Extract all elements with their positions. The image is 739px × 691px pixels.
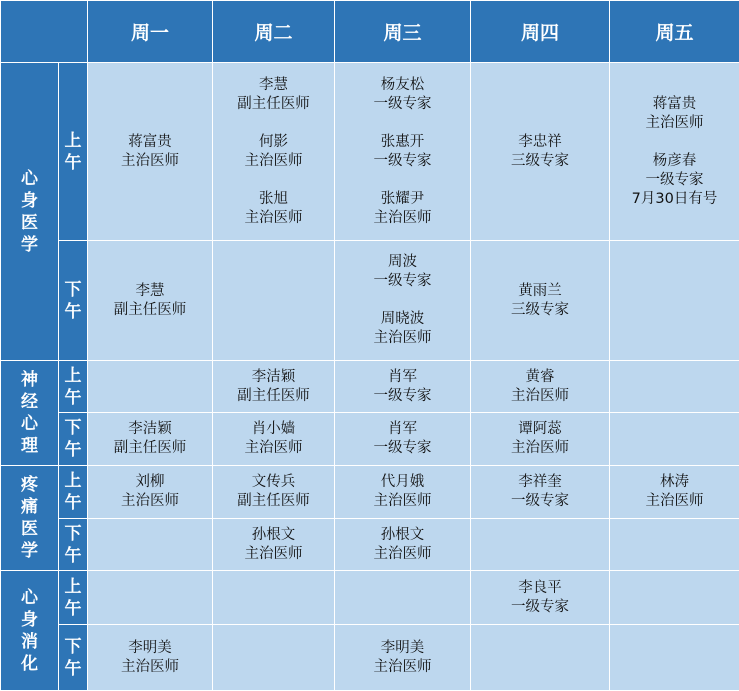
doctor-title: 一级专家 — [610, 171, 739, 190]
schedule-cell — [610, 63, 739, 241]
doctor-name: 李慧 — [213, 76, 334, 95]
schedule-cell — [471, 361, 610, 413]
doctor-name: 杨友松 — [335, 76, 470, 95]
doctor-title: 主治医师 — [88, 492, 212, 511]
doctor-entry — [88, 639, 212, 677]
schedule-cell — [213, 519, 335, 571]
schedule-cell — [213, 63, 335, 241]
schedule-cell — [335, 241, 471, 361]
doctor-title: 主治医师 — [335, 329, 470, 348]
schedule-cell — [610, 625, 739, 691]
schedule-cell — [88, 625, 213, 691]
department-label: 心身消化 — [1, 571, 59, 691]
doctor-name: 文传兵 — [213, 473, 334, 492]
schedule-cell — [471, 413, 610, 466]
doctor-entry — [335, 133, 470, 171]
schedule-cell — [88, 241, 213, 361]
period-label: 下午 — [59, 519, 88, 571]
doctor-title: 一级专家 — [471, 492, 609, 511]
doctor-name: 周晓波 — [335, 310, 470, 329]
schedule-row — [1, 625, 739, 691]
doctor-name: 李良平 — [471, 579, 609, 598]
schedule-cell — [610, 466, 739, 519]
doctor-title: 一级专家 — [335, 272, 470, 291]
schedule-row — [1, 361, 739, 413]
doctor-title: 副主任医师 — [88, 301, 212, 320]
doctor-entry — [335, 368, 470, 406]
doctor-name: 李祥奎 — [471, 473, 609, 492]
doctor-title: 一级专家 — [471, 598, 609, 617]
schedule-cell — [610, 413, 739, 466]
doctor-name: 刘柳 — [88, 473, 212, 492]
doctor-entry — [471, 473, 609, 511]
doctor-title: 一级专家 — [335, 152, 470, 171]
schedule-cell — [335, 519, 471, 571]
doctor-entry — [335, 526, 470, 564]
doctor-title: 主治医师 — [335, 209, 470, 228]
schedule-cell — [213, 413, 335, 466]
doctor-title: 主治医师 — [471, 439, 609, 458]
doctor-name: 周波 — [335, 253, 470, 272]
day-header-tue: 周二 — [213, 1, 335, 63]
schedule-cell — [213, 361, 335, 413]
corner-cell — [1, 1, 88, 63]
period-label: 上午 — [59, 466, 88, 519]
doctor-entry — [213, 473, 334, 511]
doctor-name: 孙根文 — [335, 526, 470, 545]
doctor-entry — [335, 473, 470, 511]
doctor-entry — [213, 368, 334, 406]
doctor-title: 三级专家 — [471, 152, 609, 171]
period-label: 上午 — [59, 63, 88, 241]
schedule-cell — [213, 466, 335, 519]
schedule-cell — [471, 625, 610, 691]
doctor-entry — [471, 133, 609, 171]
schedule-cell — [471, 466, 610, 519]
doctor-entry — [471, 368, 609, 406]
availability-note: 7月30日有号 — [610, 190, 739, 209]
day-header-mon: 周一 — [88, 1, 213, 63]
doctor-title: 主治医师 — [610, 492, 739, 511]
doctor-title: 副主任医师 — [213, 95, 334, 114]
doctor-name: 肖小嫱 — [213, 420, 334, 439]
doctor-entry — [88, 133, 212, 171]
doctor-title: 主治医师 — [213, 152, 334, 171]
doctor-name: 黄雨兰 — [471, 282, 609, 301]
doctor-name: 李慧 — [88, 282, 212, 301]
doctor-name: 肖军 — [335, 368, 470, 387]
period-label: 上午 — [59, 361, 88, 413]
doctor-name: 李明美 — [88, 639, 212, 658]
schedule-cell — [610, 571, 739, 625]
doctor-name: 肖军 — [335, 420, 470, 439]
schedule-cell — [213, 625, 335, 691]
schedule-row — [1, 241, 739, 361]
doctor-entry — [213, 420, 334, 458]
period-label: 下午 — [59, 241, 88, 361]
schedule-cell — [471, 519, 610, 571]
doctor-title: 主治医师 — [213, 209, 334, 228]
doctor-title: 主治医师 — [213, 439, 334, 458]
doctor-name: 代月娥 — [335, 473, 470, 492]
doctor-title: 一级专家 — [335, 387, 470, 406]
doctor-name: 林涛 — [610, 473, 739, 492]
doctor-title: 主治医师 — [335, 545, 470, 564]
entry-spacer — [213, 114, 334, 133]
entry-spacer — [213, 171, 334, 190]
doctor-title: 一级专家 — [335, 439, 470, 458]
doctor-name: 何影 — [213, 133, 334, 152]
doctor-title: 主治医师 — [88, 152, 212, 171]
schedule-cell — [610, 241, 739, 361]
schedule-cell — [88, 361, 213, 413]
schedule-row — [1, 519, 739, 571]
doctor-name: 李忠祥 — [471, 133, 609, 152]
doctor-title: 一级专家 — [335, 95, 470, 114]
doctor-entry — [335, 310, 470, 348]
schedule-cell — [213, 571, 335, 625]
day-header-thu: 周四 — [471, 1, 610, 63]
schedule-cell — [88, 571, 213, 625]
schedule-cell — [335, 413, 471, 466]
schedule-cell — [88, 63, 213, 241]
department-label: 神经心理 — [1, 361, 59, 466]
doctor-title: 副主任医师 — [213, 492, 334, 511]
doctor-entry — [335, 190, 470, 228]
doctor-title: 主治医师 — [471, 387, 609, 406]
doctor-title: 主治医师 — [213, 545, 334, 564]
doctor-entry — [471, 282, 609, 320]
doctor-entry — [88, 282, 212, 320]
doctor-entry — [335, 76, 470, 114]
entry-spacer — [335, 291, 470, 310]
doctor-entry — [610, 152, 739, 209]
doctor-entry — [213, 76, 334, 114]
schedule-cell — [335, 625, 471, 691]
schedule-row — [1, 571, 739, 625]
period-label: 下午 — [59, 413, 88, 466]
doctor-name: 张耀尹 — [335, 190, 470, 209]
schedule-cell — [88, 466, 213, 519]
period-label: 上午 — [59, 571, 88, 625]
entry-spacer — [335, 114, 470, 133]
doctor-entry — [471, 579, 609, 617]
schedule-cell — [335, 63, 471, 241]
schedule-cell — [610, 361, 739, 413]
doctor-name: 李明美 — [335, 639, 470, 658]
department-label: 疼痛医学 — [1, 466, 59, 571]
doctor-name: 李洁颖 — [213, 368, 334, 387]
doctor-name: 张惠开 — [335, 133, 470, 152]
doctor-name: 黄睿 — [471, 368, 609, 387]
doctor-title: 主治医师 — [335, 492, 470, 511]
schedule-cell — [471, 241, 610, 361]
doctor-entry — [335, 253, 470, 291]
doctor-name: 蒋富贵 — [610, 95, 739, 114]
doctor-title: 副主任医师 — [213, 387, 334, 406]
schedule-row — [1, 63, 739, 241]
schedule-cell — [610, 519, 739, 571]
doctor-title: 三级专家 — [471, 301, 609, 320]
doctor-title: 副主任医师 — [88, 439, 212, 458]
doctor-entry — [610, 473, 739, 511]
doctor-title: 主治医师 — [610, 114, 739, 133]
entry-spacer — [335, 171, 470, 190]
doctor-name: 孙根文 — [213, 526, 334, 545]
doctor-entry — [213, 190, 334, 228]
entry-spacer — [610, 133, 739, 152]
schedule-cell — [335, 466, 471, 519]
day-header-wed: 周三 — [335, 1, 471, 63]
doctor-name: 李洁颖 — [88, 420, 212, 439]
doctor-name: 谭阿蕊 — [471, 420, 609, 439]
doctor-entry — [213, 133, 334, 171]
department-label: 心身医学 — [1, 63, 59, 361]
schedule-cell — [335, 571, 471, 625]
schedule-cell — [88, 413, 213, 466]
doctor-entry — [471, 420, 609, 458]
schedule-row — [1, 413, 739, 466]
doctor-entry — [335, 420, 470, 458]
schedule-cell — [335, 361, 471, 413]
schedule-cell — [88, 519, 213, 571]
doctor-name: 杨彦春 — [610, 152, 739, 171]
doctor-name: 蒋富贵 — [88, 133, 212, 152]
doctor-entry — [335, 639, 470, 677]
schedule-row — [1, 466, 739, 519]
doctor-title: 主治医师 — [88, 658, 212, 677]
doctor-entry — [610, 95, 739, 133]
doctor-name: 张旭 — [213, 190, 334, 209]
doctor-title: 主治医师 — [335, 658, 470, 677]
schedule-cell — [213, 241, 335, 361]
doctor-entry — [88, 420, 212, 458]
schedule-cell — [471, 63, 610, 241]
period-label: 下午 — [59, 625, 88, 691]
day-header-fri: 周五 — [610, 1, 739, 63]
header-row — [1, 1, 739, 63]
schedule-cell — [471, 571, 610, 625]
doctor-entry — [88, 473, 212, 511]
doctor-entry — [213, 526, 334, 564]
